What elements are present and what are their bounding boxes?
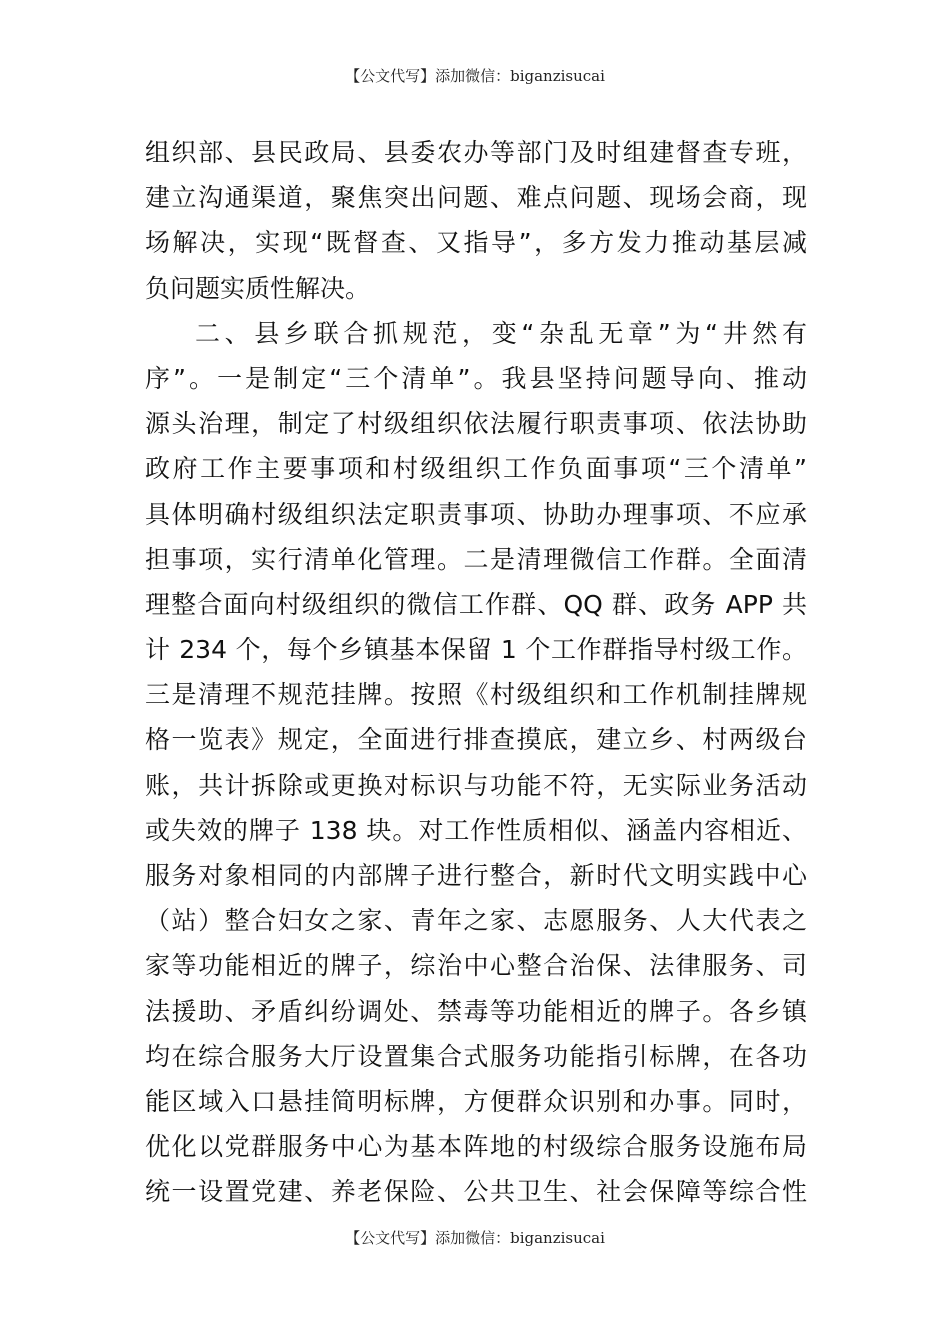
text-line: 账，共计拆除或更换对标识与功能不符，无实际业务活动 (145, 770, 807, 800)
page-footer: 【公文代写】添加微信：biganzisucai (345, 1229, 605, 1247)
text-line: 担事项，实行清单化管理。二是清理微信工作群。全面清 (145, 544, 807, 574)
text-line: 政府工作主要事项和村级组织工作负面事项“三个清单” (145, 454, 807, 484)
text-line: 格一览表》规定，全面进行排查摸底，建立乡、村两级台 (145, 725, 807, 755)
text-line: 法援助、矛盾纠纷调处、禁毒等功能相近的牌子。各乡镇 (145, 996, 807, 1026)
text-line: 具体明确村级组织法定职责事项、协助办理事项、不应承 (145, 499, 807, 529)
text-line: （站）整合妇女之家、青年之家、志愿服务、人大代表之 (145, 906, 807, 936)
text-line: 服务对象相同的内部牌子进行整合，新时代文明实践中心 (145, 861, 807, 890)
text-line: 理整合面向村级组织的微信工作群、QQ 群、政务 APP 共 (145, 589, 807, 619)
text-line: 负问题实质性解决。 (145, 273, 371, 303)
paragraph-first-line: 二、县乡联合抓规范，变“杂乱无章”为“井然有 (195, 318, 807, 348)
document-body (145, 130, 807, 1215)
page-header: 【公文代写】添加微信：biganzisucai (345, 67, 605, 85)
text-line: 序”。一是制定“三个清单”。我县坚持问题导向、推动 (145, 363, 807, 393)
text-line: 能区域入口悬挂简明标牌，方便群众识别和办事。同时， (145, 1086, 807, 1116)
text-line: 家等功能相近的牌子，综治中心整合治保、法律服务、司 (145, 951, 807, 981)
text-line: 计 234 个，每个乡镇基本保留 1 个工作群指导村级工作。 (145, 635, 807, 665)
text-line: 场解决，实现“既督查、又指导”，多方发力推动基层减 (145, 228, 807, 258)
text-line: 统一设置党建、养老保险、公共卫生、社会保障等综合性 (145, 1177, 807, 1207)
text-line: 建立沟通渠道，聚焦突出问题、难点问题、现场会商，现 (145, 183, 807, 213)
text-line: 三是清理不规范挂牌。按照《村级组织和工作机制挂牌规 (145, 680, 807, 710)
text-line: 优化以党群服务中心为基本阵地的村级综合服务设施布局 (145, 1132, 807, 1162)
text-line: 源头治理，制定了村级组织依法履行职责事项、依法协助 (145, 409, 807, 439)
text-line: 或失效的牌子 138 块。对工作性质相似、涵盖内容相近、 (145, 815, 807, 845)
text-line: 均在综合服务大厅设置集合式服务功能指引标牌，在各功 (145, 1041, 807, 1071)
text-line: 组织部、县民政局、县委农办等部门及时组建督查专班， (145, 138, 807, 167)
